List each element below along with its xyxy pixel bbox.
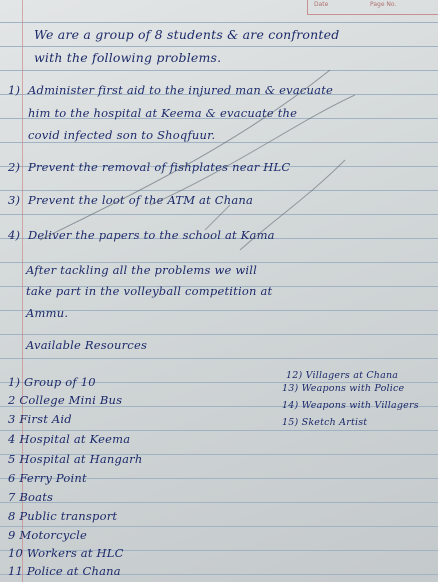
resource-item: 1) Group of 10 <box>8 375 96 389</box>
intro-line-2: with the following problems. <box>34 50 222 65</box>
problem-4-number: 4) <box>8 228 21 242</box>
page-no-cell: Page No. <box>370 1 397 8</box>
resources-heading: Available Resources <box>26 338 148 352</box>
conclusion-line-3: Ammu. <box>26 306 69 320</box>
resource-item: 14) Weapons with Villagers <box>282 400 419 411</box>
conclusion-line-2: take part in the volleyball competition at <box>26 284 273 298</box>
resource-item: 9 Motorcycle <box>8 528 87 542</box>
problem-1-number: 1) <box>8 83 21 97</box>
problem-3-number: 3) <box>8 193 21 207</box>
resource-item: 10 Workers at HLC <box>8 546 124 560</box>
problem-4-line-1: Deliver the papers to the school at Kama <box>28 228 275 242</box>
resource-item: 12) Villagers at Chana <box>286 370 399 381</box>
resource-item: 4 Hospital at Keema <box>8 432 131 446</box>
resource-item: 15) Sketch Artist <box>282 417 368 428</box>
resource-item: 7 Boats <box>8 490 54 504</box>
resource-item: 8 Public transport <box>8 509 118 523</box>
resource-item: 5 Hospital at Hangarh <box>8 452 143 466</box>
problem-3-line-1: Prevent the loot of the ATM at Chana <box>28 193 254 207</box>
resource-item: 6 Ferry Point <box>8 471 87 485</box>
conclusion-line-1: After tackling all the problems we will <box>26 263 258 277</box>
resource-item: 11 Police at Chana <box>8 564 121 578</box>
problem-1-line-3: covid infected son to Shoqfuur. <box>28 128 216 142</box>
problem-2-line-1: Prevent the removal of fishplates near HLC <box>28 160 291 174</box>
date-cell: Date <box>314 1 329 8</box>
problem-1-line-1: Administer first aid to the injured man & evacuate <box>28 83 334 97</box>
problem-1-line-2: him to the hospital at Keema & evacuate the <box>28 106 298 120</box>
problem-2-number: 2) <box>8 160 21 174</box>
resource-item: 2 College Mini Bus <box>8 393 123 407</box>
intro-line-1: We are a group of 8 students & are confronted <box>34 27 340 42</box>
resource-item: 13) Weapons with Police <box>282 383 405 394</box>
resource-item: 3 First Aid <box>8 412 72 426</box>
